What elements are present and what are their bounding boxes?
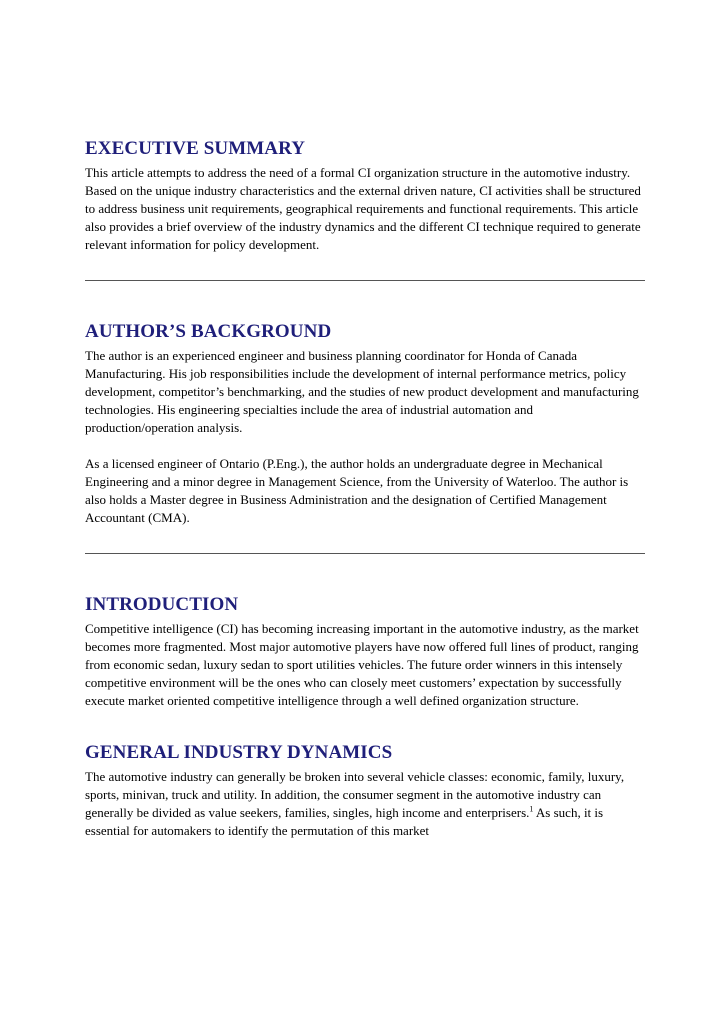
- industry-dynamics-section: [85, 742, 645, 840]
- executive-summary-paragraph: This article attempts to address the need of a formal CI organization structure in the automotive industry. Based on the unique industry characteristics and the external driven nature, CI activities shall be structured to address business unit requirements, geographical requirements and functional requirements. This article also provides a brief overview of the industry dynamics and the different CI technique required to generate relevant information for policy development.: [85, 165, 641, 252]
- executive-summary-heading: EXECUTIVE SUMMARY: [85, 138, 306, 159]
- executive-summary-section: [85, 138, 645, 254]
- introduction-section: [85, 594, 645, 710]
- author-background-section: [85, 321, 645, 527]
- industry-dynamics-heading: GENERAL INDUSTRY DYNAMICS: [85, 742, 393, 763]
- author-background-heading: AUTHOR’S BACKGROUND: [85, 321, 332, 342]
- author-background-paragraph-1: The author is an experienced engineer and business planning coordinator for Honda of Canada Manufacturing. His job responsibilities include the development of internal performance metrics, policy development, competitor’s benchmarking, and the studies of new product development and manufacturing technologies. His engineering specialties include the area of industrial automation and production/operation analysis.: [85, 348, 639, 435]
- industry-dynamics-text-end: As such, it is essential for automakers to identify the permutation of this market: [85, 805, 604, 838]
- document-page: [85, 138, 645, 840]
- introduction-heading: INTRODUCTION: [85, 594, 239, 615]
- section-divider: [85, 280, 645, 281]
- introduction-paragraph: Competitive intelligence (CI) has becoming increasing important in the automotive industry, as the market becomes more fragmented. Most major automotive players have now offered full lines of product, ranging from economic sedan, luxury sedan to sport utilities vehicles. The future order winners in this intensely competitive environment will be the ones who can closely meet customers’ expectation by successfully execute market oriented competitive intelligence through a well defined organization structure.: [85, 621, 639, 708]
- section-divider: [85, 553, 645, 554]
- author-background-paragraph-2: As a licensed engineer of Ontario (P.Eng.), the author holds an undergraduate degree in Mechanical Engineering and a minor degree in Management Science, from the University of Waterloo. The author is also holds a Master degree in Business Administration and the designation of Certified Management Accountant (CMA).: [85, 456, 629, 525]
- footnote-reference[interactable]: 1: [529, 804, 534, 814]
- industry-dynamics-text-start: The automotive industry can generally be broken into several vehicle classes: economic, family, luxury, sports, minivan, truck and utility. In addition, the consumer segment in the automotive industry can generally be divided as value seekers, families, singles, high income and enterprisers.: [85, 769, 625, 820]
- industry-dynamics-paragraph: [85, 768, 645, 840]
